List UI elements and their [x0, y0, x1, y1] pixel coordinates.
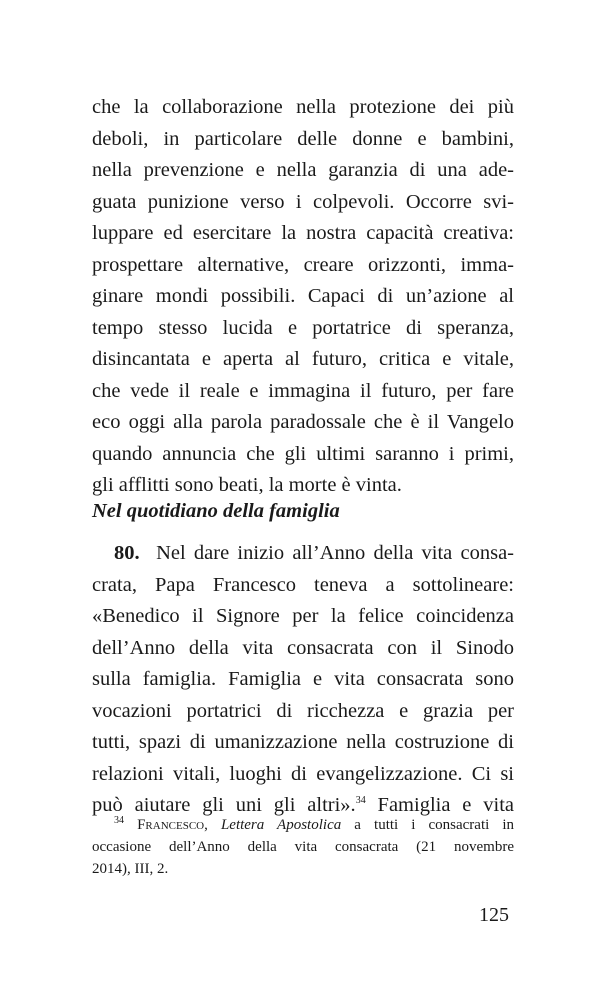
section-title: Nel quotidiano della famiglia	[92, 500, 340, 522]
paragraph-1	[92, 92, 514, 502]
text-line: che la collaborazione nella protezione dei più	[92, 96, 514, 118]
text-line: quando annuncia che gli ultimi saranno i primi,	[92, 442, 514, 465]
footnote-line: 2014), III, 2.	[92, 861, 169, 877]
text-fragment: può aiutare gli uni gli altri».	[92, 794, 356, 816]
text-line: luppare ed esercitare la nostra capacità creativa:	[92, 222, 514, 244]
text-line: deboli, in particolare delle donne e bambini,	[92, 127, 514, 150]
text-fragment: Nel dare inizio all’Anno della vita consa-	[156, 542, 514, 564]
footnote-line: occasione dell’Anno della vita consacrata (21 novembre	[92, 839, 514, 855]
paragraph-80	[92, 538, 514, 822]
text-line: sulla famiglia. Famiglia e vita consacrata sono	[92, 668, 514, 690]
text-fragment: Famiglia e vita	[365, 794, 514, 816]
text-line	[92, 538, 514, 570]
footnote	[92, 814, 514, 880]
text-line: gli afflitti sono beati, la morte è vinta.	[92, 474, 402, 496]
footnote-reference[interactable]: 34	[355, 795, 366, 807]
text-line: relazioni vitali, luoghi di evangelizzazione. Ci si	[92, 762, 514, 785]
text-line: tutti, spazi di umanizzazione nella costruzione di	[92, 731, 514, 753]
text-line: che vede il reale e immagina il futuro, per fare	[92, 379, 514, 402]
text-line: guata punizione verso i colpevoli. Occorre svi-	[92, 190, 514, 213]
text-line: nella prevenzione e nella garanzia di una ade-	[92, 159, 514, 181]
text-line: eco oggi alla parola paradossale che è il Vangelo	[92, 411, 514, 433]
page-body	[92, 92, 515, 877]
footnote-author: Francesco,	[137, 817, 208, 833]
text-line: «Benedico il Signore per la felice coincidenza	[92, 605, 514, 627]
text-line: crata, Papa Francesco teneva a sottolineare:	[92, 573, 514, 596]
footnote-marker: 34	[114, 815, 124, 826]
text-line: ginare mondi possibili. Capaci di un’azione al	[92, 285, 514, 307]
text-line: prospettare alternative, creare orizzonti, imma-	[92, 253, 514, 276]
text-line: tempo stesso lucida e portatrice di speranza,	[92, 316, 514, 339]
text-line: disincantata e aperta al futuro, critica e vitale,	[92, 348, 514, 370]
footnote-title: Lettera Apostolica	[220, 817, 342, 833]
text-fragment: a tutti i consacrati in	[341, 817, 515, 833]
text-line: vocazioni portatrici di ricchezza e grazia per	[92, 699, 514, 722]
footnote-line	[92, 814, 514, 836]
paragraph-number: 80.	[114, 542, 140, 564]
text-line: dell’Anno della vita consacrata con il Sinodo	[92, 636, 514, 659]
page-number: 125	[479, 904, 509, 926]
